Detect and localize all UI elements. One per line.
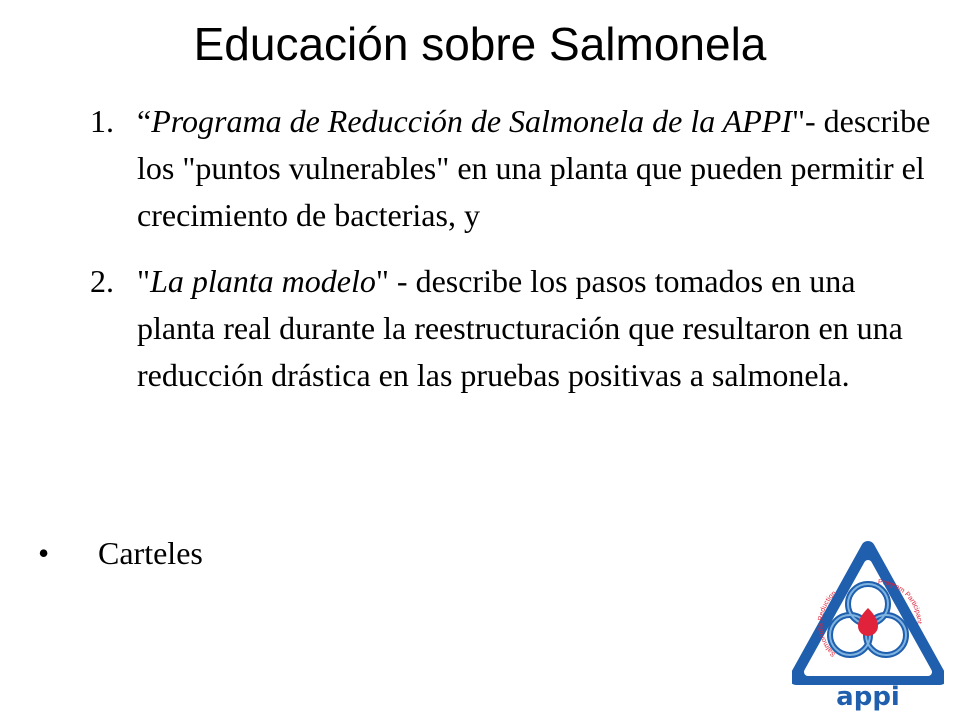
numbered-list xyxy=(90,98,940,418)
list-item xyxy=(90,98,940,239)
logo-left-arc-text: Salmonella Reduction xyxy=(817,589,838,658)
item-italic-title: Programa de Reducción de Salmonela de la APPI xyxy=(151,103,792,139)
bullet-item xyxy=(38,530,203,577)
open-quote: “ xyxy=(137,103,152,139)
logo-brand-text: appi xyxy=(836,682,900,712)
item-number: 1. xyxy=(90,103,114,139)
item-number: 2. xyxy=(90,263,114,299)
item-italic-title: La planta modelo xyxy=(150,263,376,299)
appi-salmonella-logo xyxy=(792,540,944,712)
item-description: "- describe los "puntos vulnerables" en una planta que pueden permitir el crecimiento de bacterias, y xyxy=(137,103,931,233)
item-text xyxy=(137,98,940,239)
item-text xyxy=(137,258,940,399)
list-item xyxy=(90,258,940,399)
bullet-icon: • xyxy=(38,535,50,571)
slide-title: Educación sobre Salmonela xyxy=(193,18,767,70)
bullet-text: Carteles xyxy=(98,535,203,571)
logo-right-arc-text: Program Participant xyxy=(877,578,923,625)
open-quote: " xyxy=(137,263,151,299)
item-description: " - describe los pasos tomados en una planta real durante la reestructuración que resultaron en una reducción drástica en las pruebas positivas a salmonela. xyxy=(137,263,903,393)
